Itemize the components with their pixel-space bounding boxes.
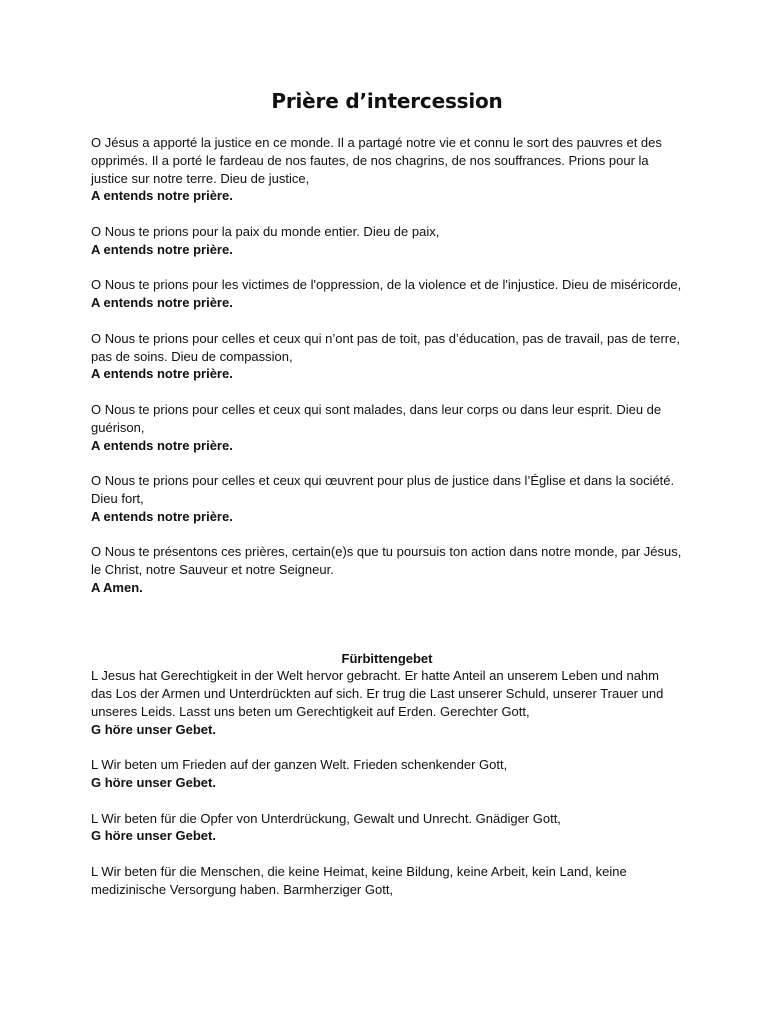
french-paragraph: [91, 330, 683, 383]
paragraph-text: O Nous te prions pour celles et ceux qui n’ont pas de toit, pas d’éducation, pas de travail, pas de terre, pas de soins. Dieu de compassion,: [91, 330, 680, 364]
german-paragraph: [91, 810, 683, 846]
paragraph-text: O Nous te prions pour les victimes de l'oppression, de la violence et de l'injustice. Dieu de miséricorde,: [91, 277, 682, 293]
section-title: Fürbittengebet: [341, 650, 433, 666]
paragraph-response: A entends notre prière.: [91, 508, 233, 524]
french-paragraph: [91, 401, 683, 454]
french-paragraph: [91, 134, 683, 205]
paragraph-text: O Nous te prions pour celles et ceux qui sont malades, dans leur corps ou dans leur esprit. Dieu de guérison,: [91, 401, 662, 435]
paragraph-response: A entends notre prière.: [91, 366, 233, 382]
paragraph-response: A Amen.: [91, 579, 143, 595]
french-paragraph: [91, 276, 683, 312]
paragraph-response: G höre unser Gebet.: [91, 721, 216, 737]
paragraph-text: O Jésus a apporté la justice en ce monde. Il a partagé notre vie et connu le sort des pauvres et des opprimés. Il a porté le fardeau de nos fautes, de nos chagrins, de nos souffrances. Prions pour la justice sur notre terre. Dieu de justice,: [91, 135, 662, 186]
paragraph-text: O Nous te présentons ces prières, certain(e)s que tu poursuis ton action dans notre monde, par Jésus, le Christ, notre Sauveur et notre Seigneur.: [91, 544, 682, 578]
paragraph-text: L Wir beten für die Opfer von Unterdrückung, Gewalt und Unrecht. Gnädiger Gott,: [91, 810, 561, 826]
german-paragraph: [91, 756, 683, 792]
paragraph-response: A entends notre prière.: [91, 437, 233, 453]
paragraph-response: G höre unser Gebet.: [91, 828, 216, 844]
paragraph-response: A entends notre prière.: [91, 295, 233, 311]
document-page: [91, 86, 683, 916]
paragraph-text: O Nous te prions pour celles et ceux qui œuvrent pour plus de justice dans l’Église et dans la société. Dieu fort,: [91, 473, 675, 506]
french-paragraph: [91, 223, 683, 259]
paragraph-text: L Jesus hat Gerechtigkeit in der Welt hervor gebracht. Er hatte Anteil an unserem Leben und nahm das Los der Armen und Unterdrückten auf sich. Er trug die Last unserer Schuld, unserer Trauer und unseres Leids. Lasst uns beten um Gerechtigkeit auf Erden. Gerechter Gott,: [91, 668, 664, 719]
paragraph-response: G höre unser Gebet.: [91, 775, 216, 791]
german-paragraph: [91, 863, 683, 899]
paragraph-response: A entends notre prière.: [91, 241, 233, 257]
french-paragraph: [91, 543, 683, 596]
paragraph-text: O Nous te prions pour la paix du monde entier. Dieu de paix,: [91, 223, 440, 239]
paragraph-response: A entends notre prière.: [91, 188, 233, 204]
german-paragraph: [91, 667, 683, 738]
french-paragraph: [91, 472, 683, 525]
paragraph-text: L Wir beten um Frieden auf der ganzen Welt. Frieden schenkender Gott,: [91, 757, 508, 773]
paragraph-text: L Wir beten für die Menschen, die keine Heimat, keine Bildung, keine Arbeit, kein Land, keine medizinische Versorgung haben. Barmherziger Gott,: [91, 864, 627, 897]
section-spacer: [91, 615, 683, 650]
page-title: Prière d’intercession: [271, 89, 503, 113]
